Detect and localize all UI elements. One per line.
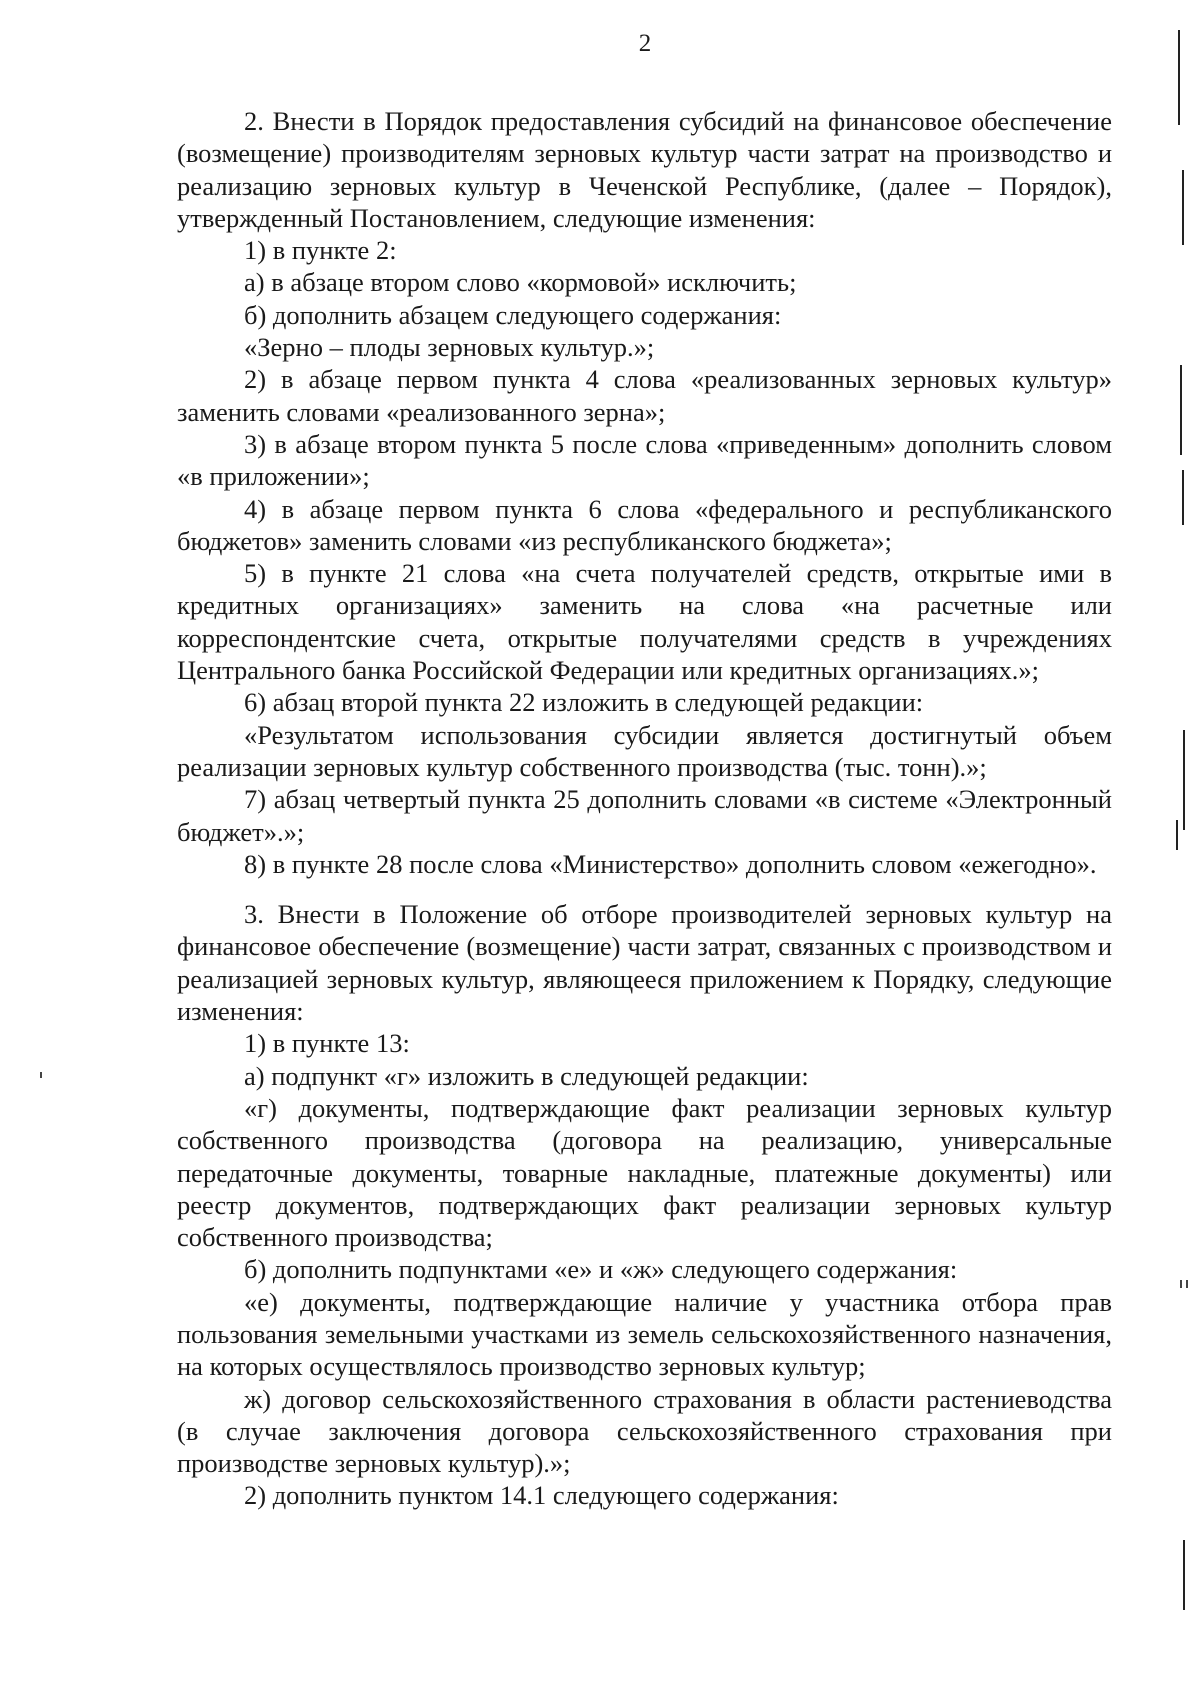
paragraph-2-3: 3) в абзаце втором пункта 5 после слова «приведенным» дополнить словом «в приложении»;: [177, 428, 1112, 492]
document-body: [177, 105, 1112, 1512]
paragraph-3-1-a: а) подпункт «г» изложить в следующей редакции:: [244, 1060, 809, 1091]
paragraph-2-1-b: б) дополнить абзацем следующего содержания:: [244, 299, 782, 330]
paragraph-2-2: 2) в абзаце первом пункта 4 слова «реализованных зерновых культур» заменить словами «реализованного зерна»;: [177, 364, 1112, 427]
scan-edge-dot: [40, 1072, 42, 1078]
paragraph-2-7: 7) абзац четвертый пункта 25 дополнить словами «в системе «Электронный бюджет».»;: [177, 784, 1112, 847]
scan-edge-dot: [1186, 1280, 1188, 1288]
paragraph-3-1: 1) в пункте 13:: [244, 1028, 410, 1059]
paragraph-3-1-e: «е) документы, подтверждающие наличие у участника отбора прав пользования земельными участками из земель сельскохозяйственного назначения, на которых осуществлялось производство зерновых культур;: [177, 1286, 1112, 1382]
paragraph-3-1-b: б) дополнить подпунктами «е» и «ж» следующего содержания:: [244, 1254, 958, 1285]
scan-edge-mark: [1178, 30, 1180, 125]
paragraph-3-1-a-text: «г) документы, подтверждающие факт реализации зерновых культур собственного производства (договора на реализацию, универсальные передаточные документы, товарные накладные, платежные документы) или реестр документов, подтверждающих факт реализации зерновых культур собственного производства;: [177, 1092, 1112, 1253]
paragraph-2-6: 6) абзац второй пункта 22 изложить в следующей редакции:: [244, 687, 924, 718]
paragraph-2: 2. Внести в Порядок предоставления субсидий на финансовое обеспечение (возмещение) производителям зерновых культур части затрат на производство и реализацию зерновых культур в Чеченской Республике, (далее – Порядок), утвержденный Постановлением, следующие изменения:: [177, 106, 1112, 233]
scan-edge-dot: [1180, 1280, 1182, 1288]
paragraph-2-8: 8) в пункте 28 после слова «Министерство» дополнить словом «ежегодно».: [244, 848, 1097, 879]
paragraph-2-1-a: а) в абзаце втором слово «кормовой» исключить;: [244, 267, 797, 298]
scan-edge-mark: [1183, 730, 1185, 830]
scan-edge-mark: [1182, 470, 1184, 525]
paragraph-2-1: 1) в пункте 2:: [244, 235, 397, 266]
scan-edge-mark: [1182, 170, 1184, 245]
paragraph-3: 3. Внести в Положение об отборе производителей зерновых культур на финансовое обеспечение (возмещение) части затрат, связанных с производством и реализацией зерновых культур, являющееся приложением к Порядку, следующие изменения:: [177, 899, 1112, 1027]
paragraph-2-4: 4) в абзаце первом пункта 6 слова «федерального и республиканского бюджетов» заменить словами «из республиканского бюджета»;: [177, 493, 1112, 556]
scan-edge-mark: [1183, 1540, 1185, 1610]
page-number: 2: [638, 30, 652, 57]
paragraph-3-2: 2) дополнить пунктом 14.1 следующего содержания:: [244, 1480, 839, 1511]
paragraph-2-1-b-text: «Зерно – плоды зерновых культур.»;: [244, 332, 655, 363]
paragraph-2-6-text: «Результатом использования субсидии является достигнутый объем реализации зерновых культур собственного производства (тыс. тонн).»;: [177, 719, 1112, 782]
paragraph-2-5: 5) в пункте 21 слова «на счета получателей средств, открытые ими в кредитных организациях» заменить на слова «на расчетные или корреспондентские счета, открытые получателями средств в учреждениях Центрального банка Российской Федерации или кредитных организациях.»;: [177, 558, 1112, 686]
paragraph-3-1-zh: ж) договор сельскохозяйственного страхования в области растениеводства (в случае заключения договора сельскохозяйственного страхования при производстве зерновых культур).»;: [177, 1383, 1112, 1479]
scan-edge-mark: [1180, 365, 1182, 455]
scan-edge-mark: [1176, 820, 1178, 850]
